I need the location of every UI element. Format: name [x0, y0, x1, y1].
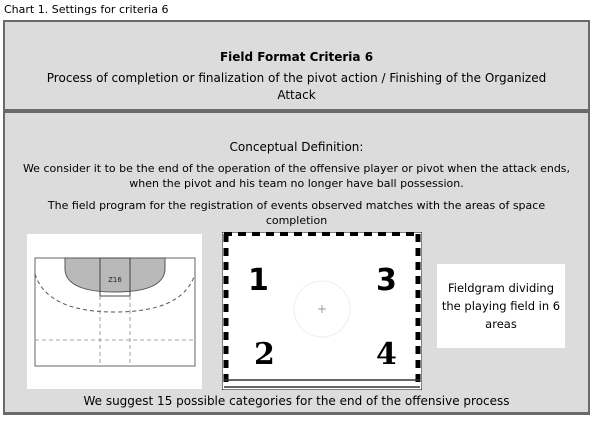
fieldgram-diagram: [222, 232, 422, 390]
table-subtitle: Process of completion or finalization of the pivot action / Finishing of the Organized Attack: [46, 71, 547, 102]
criteria-table: [3, 20, 590, 415]
area-4-label: 4: [376, 337, 397, 372]
court-zone-diagram: [27, 234, 202, 389]
concept-heading: Conceptual Definition:: [229, 140, 364, 154]
fieldgram-legend: Fieldgram dividing the playing field in 6 areas: [437, 264, 565, 348]
row-divider: [5, 109, 588, 113]
zone-label: Z16: [108, 276, 122, 284]
court-zone-svg: [27, 234, 202, 389]
table-title: Field Format Criteria 6: [219, 50, 374, 64]
area-2-label: 2: [254, 337, 275, 372]
area-3-label: 3: [376, 263, 397, 298]
categories-note: We suggest 15 possible categories for the end of the offensive process: [83, 394, 510, 408]
figure-caption: Chart 1. Settings for criteria 6: [4, 3, 169, 16]
concept-definition: We consider it to be the end of the operation of the offensive player or pivot when the attack ends, when the pivot and his team no longer have ball possession.: [22, 162, 571, 190]
area-1-label: 1: [248, 263, 269, 298]
program-description: The field program for the registration of events observed matches with the areas of space completion: [47, 199, 546, 227]
